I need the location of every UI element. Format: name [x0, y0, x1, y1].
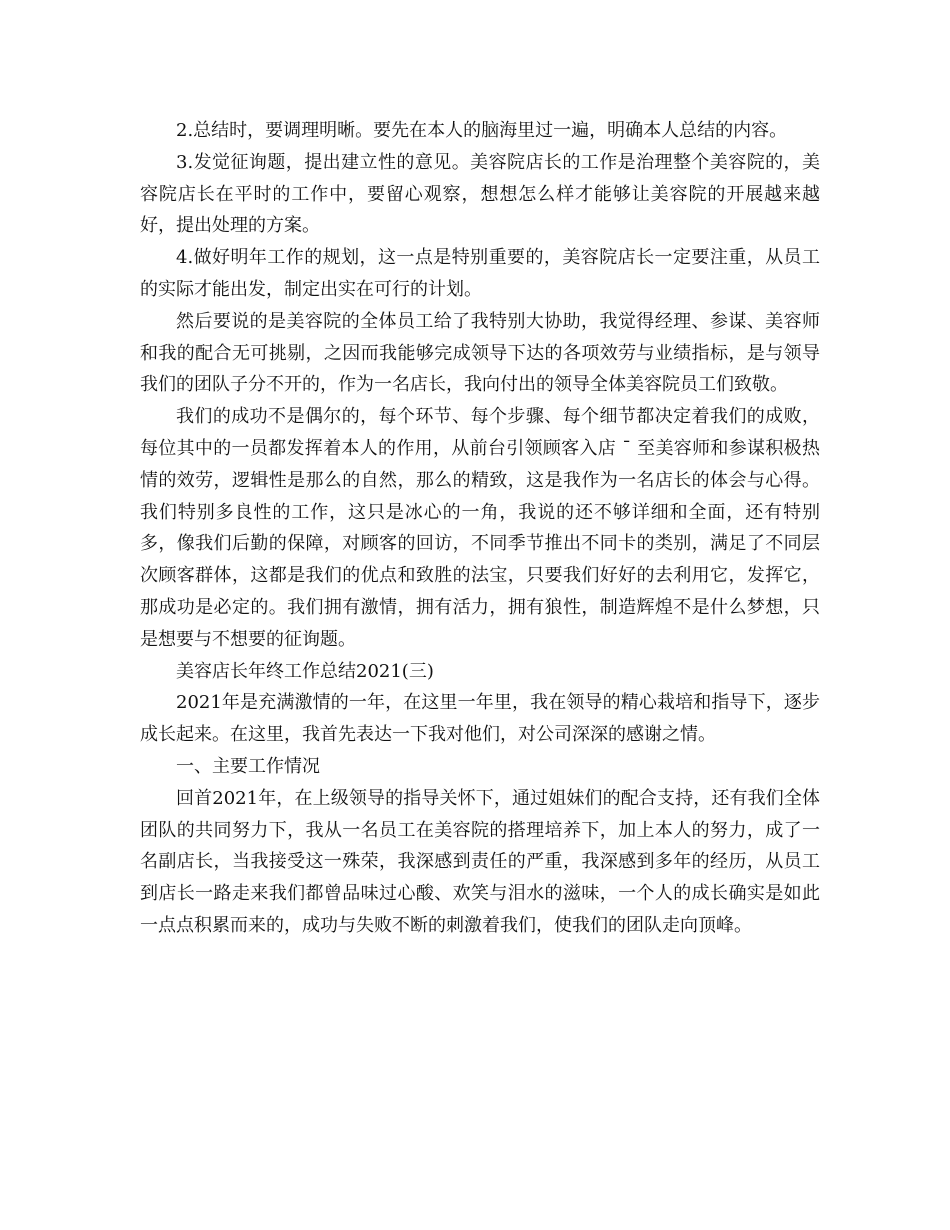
- paragraph-look-back: 回首2021年，在上级领导的指导关怀下，通过姐妹们的配合支持，还有我们全体团队的共同努力下，我从一名员工在美容院的搭理培养下，加上本人的努力，成了一名副店长，当我接受这一殊荣，我深感到责任的严重，我深感到多年的经历，从员工到店长一路走来我们都曾品味过心酸、欢笑与泪水的滋味，一个人的成长确实是如此一点点积累而来的，成功与失败不断的刺激着我们，使我们的团队走向顶峰。: [140, 787, 820, 936]
- document-body: [140, 115, 820, 942]
- paragraph-next-year-plan: 4.做好明年工作的规划，这一点是特别重要的，美容院店长一定要注重，从员工的实际才能出发，制定出实在可行的计划。: [140, 247, 820, 300]
- paragraph-summary-clarity: 2.总结时，要调理明晰。要先在本人的脑海里过一遍，明确本人总结的内容。: [176, 120, 788, 141]
- paragraph-staff-thanks: 然后要说的是美容院的全体员工给了我特别大协助，我觉得经理、参谋、美容师和我的配合无可挑剔，之因而我能够完成领导下达的各项效劳与业绩指标，是与领导我们的团队子分不开的，作为一名店长，我向付出的领导全体美容院员工们致敬。: [140, 310, 820, 396]
- section-heading-main-work: 一、主要工作情况: [176, 755, 320, 777]
- paragraph-find-problems: 3.发觉征询题，提出建立性的意见。美容院店长的工作是治理整个美容院的，美容院店长在平时的工作中，要留心观察，想想怎么样才能够让美容院的开展越来越好，提出处理的方案。: [140, 151, 820, 237]
- section-heading-summary-three: 美容店长年终工作总结2021(三): [176, 660, 434, 682]
- paragraph-success-reflection: 我们的成功不是偶尔的，每个环节、每个步骤、每个细节都决定着我们的成败，每位其中的一员都发挥着本人的作用，从前台引领顾客入店 ¯ 至美容师和参谋积极热情的效劳，逻辑性是那么的自然，那么的精致，这是我作为一名店长的体会与心得。我们特别多良性的工作，这只是冰心的一角，我说的还不够详细和全面，还有特别多，像我们后勤的保障，对顾客的回访，不同季节推出不同卡的类别，满足了不同层次顾客群体，这都是我们的优点和致胜的法宝，只要我们好好的去利用它，发挥它，那成功是必定的。我们拥有激情，拥有活力，拥有狼性，制造辉煌不是什么梦想，只是想要与不想要的征询题。: [140, 406, 820, 650]
- paragraph-year-intro: 2021年是充满激情的一年，在这里一年里，我在领导的精心栽培和指导下，逐步成长起来。在这里，我首先表达一下我对他们，对公司深深的感谢之情。: [140, 692, 820, 746]
